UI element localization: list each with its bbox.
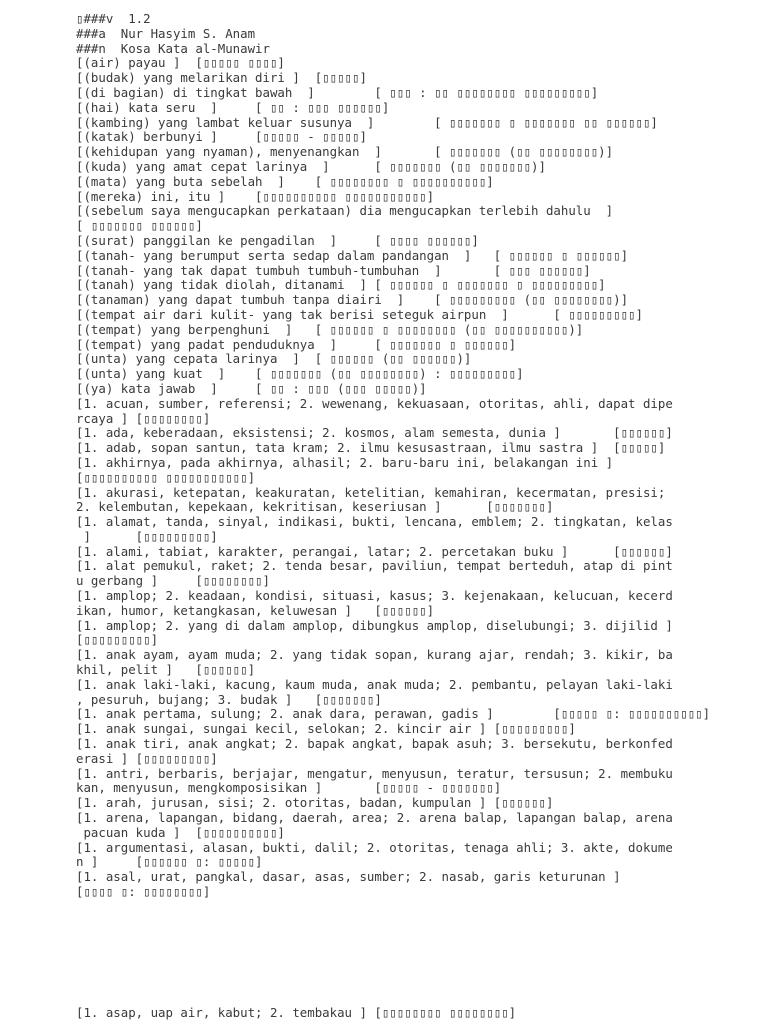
- document-line: [(mata) yang buta sebelah ] [ ▯▯▯▯▯▯▯▯ ▯ ▯▯▯▯▯▯▯▯▯▯]: [76, 173, 494, 189]
- document-line: [1. alat pemukul, raket; 2. tenda besar, paviliun, tempat berteduh, atap di pint: [76, 558, 673, 574]
- document-line: [1. anak pertama, sulung; 2. anak dara, perawan, gadis ] [▯▯▯▯▯ ▯: ▯▯▯▯▯▯▯▯▯▯]: [76, 706, 711, 722]
- document-line: [1. antri, berbaris, berjajar, mengatur, menyusun, teratur, tersusun; 2. membuku: [76, 765, 673, 781]
- document-line: [(hai) kata seru ] [ ▯▯ : ▯▯▯ ▯▯▯▯▯▯]: [76, 99, 390, 115]
- document-line: [1. asal, urat, pangkal, dasar, asas, sumber; 2. nasab, garis keturunan ]: [76, 869, 621, 885]
- document-line: [1. amplop; 2. keadaan, kondisi, situasi, kasus; 3. kejenakaan, kelucuan, kecerd: [76, 588, 673, 604]
- document-line: [1. arah, jurusan, sisi; 2. otoritas, badan, kumpulan ] [▯▯▯▯▯▯]: [76, 795, 554, 811]
- document-line: [1. ada, keberadaan, eksistensi; 2. kosmos, alam semesta, dunia ] [▯▯▯▯▯▯]: [76, 425, 673, 441]
- document-line: kan, menyusun, mengkomposisikan ] [▯▯▯▯▯ - ▯▯▯▯▯▯▯]: [76, 780, 502, 796]
- document-line: [1. alamat, tanda, sinyal, indikasi, bukti, lencana, emblem; 2. tingkatan, kelas: [76, 514, 673, 530]
- document-line: , pesuruh, bujang; 3. budak ] [▯▯▯▯▯▯▯]: [76, 691, 382, 707]
- document-line: [1. alami, tabiat, karakter, perangai, latar; 2. percetakan buku ] [▯▯▯▯▯▯]: [76, 543, 673, 559]
- document-line: [1. argumentasi, alasan, bukti, dalil; 2. otoritas, tenaga ahli; 3. akte, dokume: [76, 839, 673, 855]
- document-line: [▯▯▯▯▯▯▯▯▯]: [76, 632, 159, 648]
- document-line: [(tanah- yang tak dapat tumbuh tumbuh-tumbuhan ] [ ▯▯▯ ▯▯▯▯▯▯]: [76, 262, 591, 278]
- document-line: [1. anak laki-laki, kacung, kaum muda, anak muda; 2. pembantu, pelayan laki-laki: [76, 676, 673, 692]
- document-line: [(ya) kata jawab ] [ ▯▯ : ▯▯▯ (▯▯▯ ▯▯▯▯▯)]: [76, 380, 427, 396]
- document-line: [(tempat air dari kulit- yang tak berisi seteguk airpun ] [ ▯▯▯▯▯▯▯▯▯]: [76, 306, 643, 322]
- document-line: [1. akurasi, ketepatan, keakuratan, ketelitian, kemahiran, kecermatan, presisi;: [76, 484, 666, 500]
- document-line: ###n Kosa Kata al-Munawir: [76, 40, 270, 56]
- document-line: khil, pelit ] [▯▯▯▯▯▯]: [76, 662, 256, 678]
- document-line: [ ▯▯▯▯▯▯▯ ▯▯▯▯▯▯]: [76, 218, 203, 234]
- document-line: 2. kelembutan, kepekaan, kekritisan, keseriusan ] [▯▯▯▯▯▯▯]: [76, 499, 554, 515]
- document-line: [(tanaman) yang dapat tumbuh tanpa diairi ] [ ▯▯▯▯▯▯▯▯▯ (▯▯ ▯▯▯▯▯▯▯▯)]: [76, 292, 629, 308]
- document-line: [(air) payau ] [▯▯▯▯▯ ▯▯▯▯]: [76, 55, 285, 71]
- document-line: [(kehidupan yang nyaman), menyenangkan ] [ ▯▯▯▯▯▯▯ (▯▯ ▯▯▯▯▯▯▯▯)]: [76, 144, 614, 160]
- document-text: [76, 12, 712, 900]
- document-line: [(sebelum saya mengucapkan perkataan) dia mengucapkan terlebih dahulu ]: [76, 203, 614, 219]
- document-line: [(tanah- yang berumput serta sedap dalam pandangan ] [ ▯▯▯▯▯▯ ▯ ▯▯▯▯▯▯]: [76, 247, 629, 263]
- document-line: [1. anak sungai, sungai kecil, selokan; 2. kincir air ] [▯▯▯▯▯▯▯▯▯]: [76, 721, 576, 737]
- document-line: pacuan kuda ] [▯▯▯▯▯▯▯▯▯▯]: [76, 824, 285, 840]
- document-line: [1. akhirnya, pada akhirnya, alhasil; 2. baru-baru ini, belakangan ini ]: [76, 454, 614, 470]
- document-line: [(tempat) yang berpenghuni ] [ ▯▯▯▯▯▯ ▯ ▯▯▯▯▯▯▯▯ (▯▯ ▯▯▯▯▯▯▯▯▯▯)]: [76, 321, 584, 337]
- document-line: [1. anak ayam, ayam muda; 2. yang tidak sopan, kurang ajar, rendah; 3. kikir, ba: [76, 647, 673, 663]
- document-line: [(unta) yang kuat ] [ ▯▯▯▯▯▯▯ (▯▯ ▯▯▯▯▯▯▯▯) : ▯▯▯▯▯▯▯▯▯]: [76, 366, 524, 382]
- document-line: [▯▯▯▯ ▯: ▯▯▯▯▯▯▯▯]: [76, 884, 211, 900]
- document-line: [1. anak tiri, anak angkat; 2. bapak angkat, bapak asuh; 3. bersekutu, berkonfed: [76, 736, 673, 752]
- document-line-bottom: [1. asap, uap air, kabut; 2. tembakau ] [▯▯▯▯▯▯▯▯ ▯▯▯▯▯▯▯▯]: [76, 1005, 517, 1020]
- document-line: erasi ] [▯▯▯▯▯▯▯▯▯]: [76, 750, 218, 766]
- document-line: n ] [▯▯▯▯▯▯ ▯: ▯▯▯▯▯]: [76, 854, 263, 870]
- document-line: ] [▯▯▯▯▯▯▯▯▯]: [76, 528, 218, 544]
- document-line: [▯▯▯▯▯▯▯▯▯▯ ▯▯▯▯▯▯▯▯▯▯▯]: [76, 469, 256, 485]
- document-line: [(katak) berbunyi ] [▯▯▯▯▯ - ▯▯▯▯▯]: [76, 129, 367, 145]
- document-line: [1. adab, sopan santun, tata kram; 2. ilmu kesusastraan, ilmu sastra ] [▯▯▯▯▯]: [76, 440, 666, 456]
- document-line: [1. acuan, sumber, referensi; 2. wewenang, kekuasaan, otoritas, ahli, dapat dipe: [76, 395, 673, 411]
- document-line: [(budak) yang melarikan diri ] [▯▯▯▯▯]: [76, 70, 367, 86]
- document-line: [(unta) yang cepata larinya ] [ ▯▯▯▯▯▯ (▯▯ ▯▯▯▯▯▯)]: [76, 351, 472, 367]
- document-line: [(kambing) yang lambat keluar susunya ] [ ▯▯▯▯▯▯▯ ▯ ▯▯▯▯▯▯▯ ▯▯ ▯▯▯▯▯▯]: [76, 114, 658, 130]
- document-line: [(surat) panggilan ke pengadilan ] [ ▯▯▯▯ ▯▯▯▯▯▯]: [76, 232, 479, 248]
- document-line: ▯###v 1.2: [76, 11, 151, 26]
- document-line: [(di bagian) di tingkat bawah ] [ ▯▯▯ : ▯▯ ▯▯▯▯▯▯▯▯ ▯▯▯▯▯▯▯▯▯]: [76, 84, 599, 100]
- document-line: [1. amplop; 2. yang di dalam amplop, dibungkus amplop, diselubungi; 3. dijilid ]: [76, 617, 673, 633]
- document-line: [(kuda) yang amat cepat larinya ] [ ▯▯▯▯▯▯▯ (▯▯ ▯▯▯▯▯▯▯)]: [76, 158, 546, 174]
- document-line: ikan, humor, ketangkasan, keluwesan ] [▯▯▯▯▯▯]: [76, 602, 435, 618]
- document-line: [1. arena, lapangan, bidang, daerah, area; 2. arena balap, lapangan balap, arena: [76, 810, 673, 826]
- document-line: rcaya ] [▯▯▯▯▯▯▯▯]: [76, 410, 211, 426]
- document-line: u gerbang ] [▯▯▯▯▯▯▯▯]: [76, 573, 270, 589]
- document-line: [(tempat) yang padat penduduknya ] [ ▯▯▯▯▯▯▯ ▯ ▯▯▯▯▯▯]: [76, 336, 517, 352]
- document-line: [(tanah) yang tidak diolah, ditanami ] [ ▯▯▯▯▯▯ ▯ ▯▯▯▯▯▯▯ ▯ ▯▯▯▯▯▯▯▯▯]: [76, 277, 606, 293]
- document-line: ###a Nur Hasyim S. Anam: [76, 25, 256, 41]
- document-line: [(mereka) ini, itu ] [▯▯▯▯▯▯▯▯▯▯ ▯▯▯▯▯▯▯▯▯▯▯]: [76, 188, 435, 204]
